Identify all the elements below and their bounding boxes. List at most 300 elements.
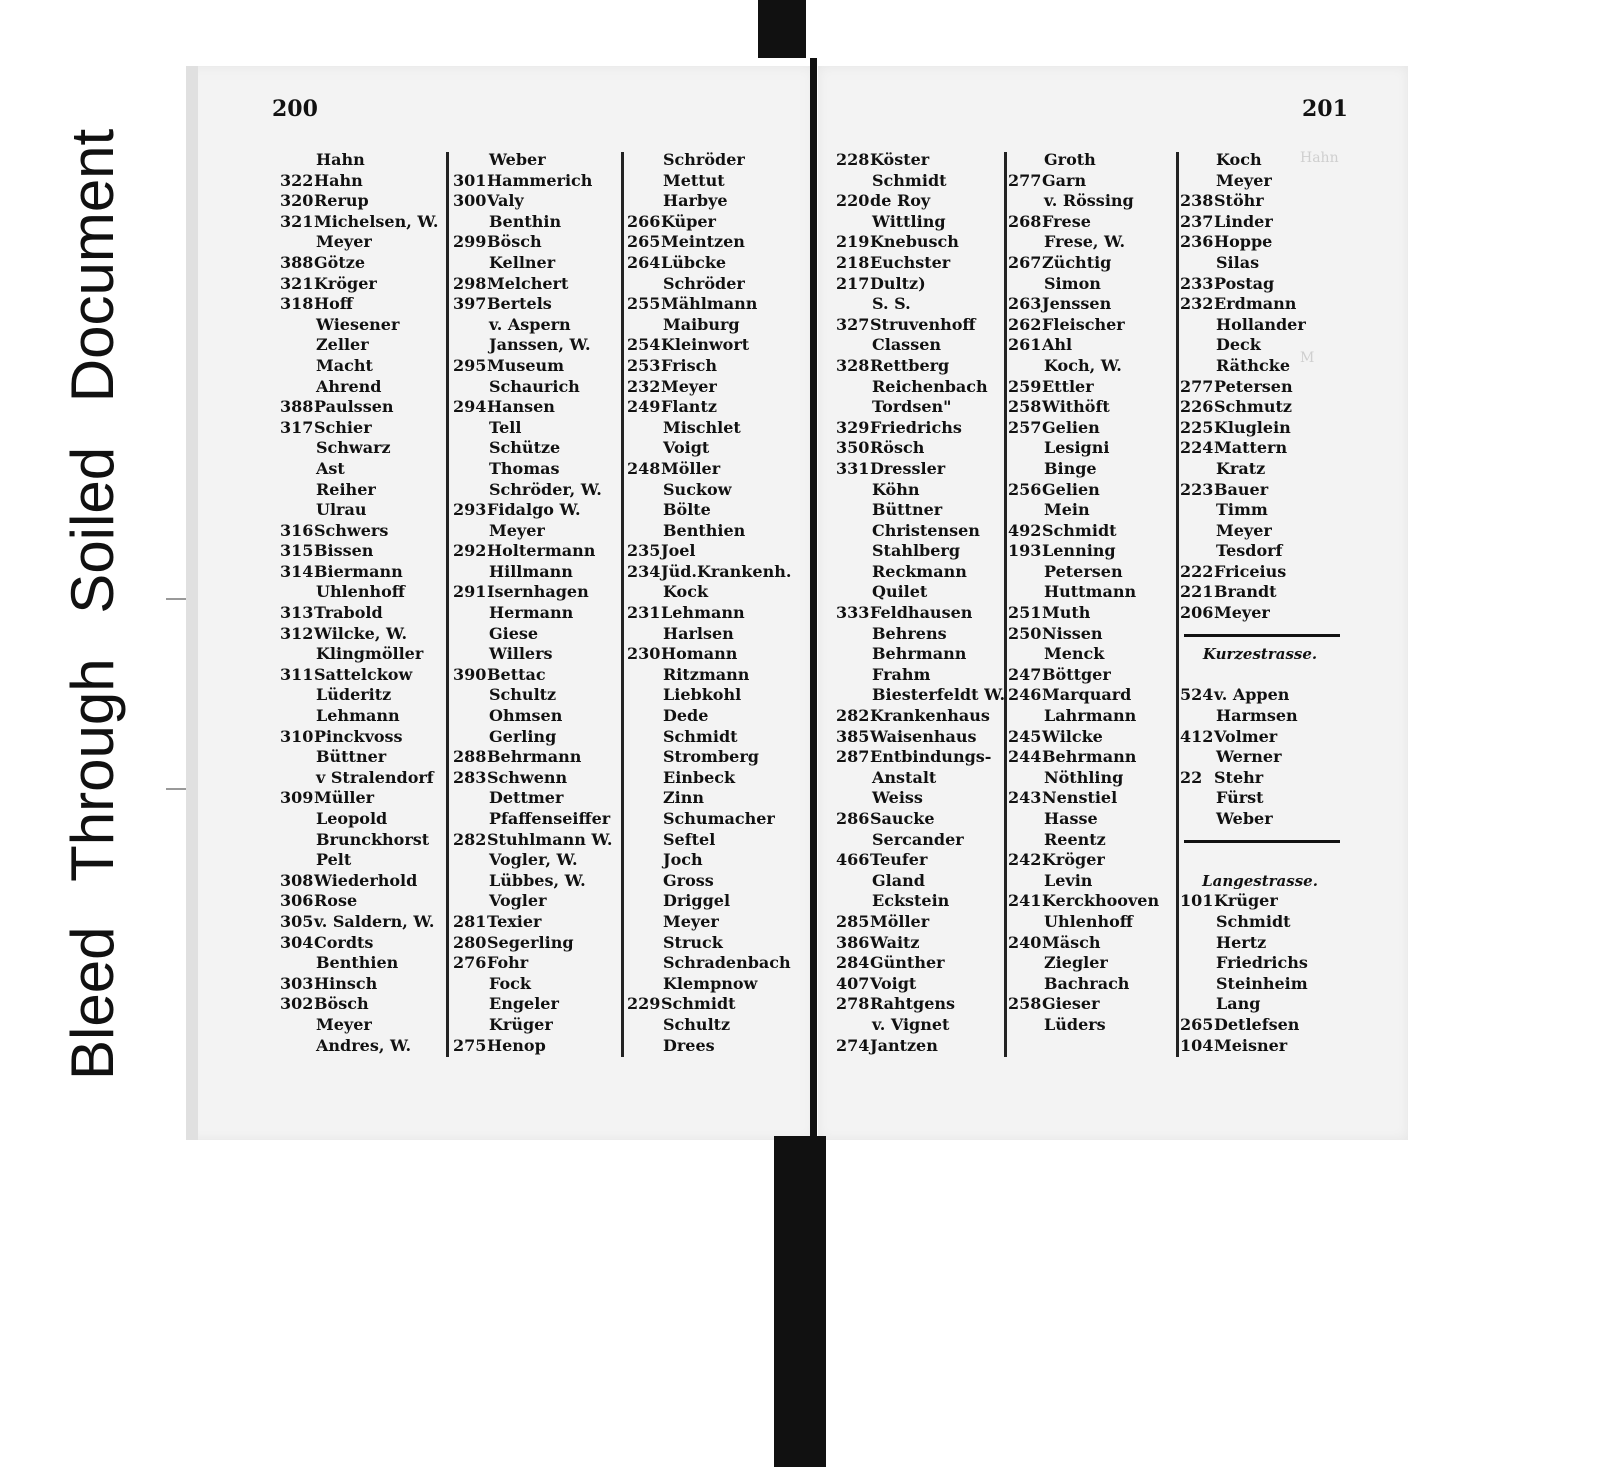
house-number: 291: [453, 582, 487, 602]
house-number: 250: [1008, 623, 1042, 643]
directory-entry: [1008, 1015, 1173, 1036]
house-number: 310: [280, 726, 314, 746]
directory-entry: [280, 768, 445, 789]
resident-name: Hansen: [487, 397, 555, 417]
resident-name: Meyer: [1216, 520, 1272, 540]
resident-name: Lehmann: [316, 706, 400, 726]
resident-name: Friedrichs: [870, 417, 962, 437]
resident-name: Sattelckow: [314, 664, 413, 684]
resident-name: Meyer: [489, 520, 545, 540]
directory-entry: [1180, 191, 1340, 212]
resident-name: Krankenhaus: [870, 706, 990, 726]
directory-entry: [280, 500, 445, 521]
directory-entry: [627, 232, 792, 253]
directory-entry: [280, 582, 445, 603]
resident-name: Michelsen, W.: [314, 211, 439, 231]
house-number: 316: [280, 520, 314, 540]
house-number: 254: [627, 335, 661, 355]
resident-name: Wiesener: [316, 314, 400, 334]
resident-name: Knebusch: [870, 232, 959, 252]
directory-entry: [1180, 1036, 1340, 1057]
resident-name: Muth: [1042, 603, 1091, 623]
resident-name: Vogler: [489, 891, 547, 911]
resident-name: Menck: [1044, 644, 1105, 664]
resident-name: Waisenhaus: [870, 726, 977, 746]
resident-name: Bettac: [487, 664, 546, 684]
directory-entry: [836, 974, 1001, 995]
resident-name: Schröder, W.: [489, 479, 602, 499]
resident-name: Küper: [661, 211, 716, 231]
directory-entry: [1180, 459, 1340, 480]
directory-entry: [280, 232, 445, 253]
resident-name: Driggel: [663, 891, 731, 911]
resident-name: Rösch: [870, 438, 925, 458]
resident-name: Fürst: [1216, 788, 1264, 808]
resident-name: Kröger: [314, 273, 377, 293]
directory-entry: [280, 871, 445, 892]
resident-name: Köster: [870, 150, 930, 169]
resident-name: Frisch: [661, 355, 717, 375]
house-number: 266: [627, 211, 661, 231]
resident-name: Schradenbach: [663, 953, 791, 973]
resident-name: Harlsen: [663, 623, 734, 643]
house-number: 224: [1180, 438, 1214, 458]
house-number: 278: [836, 994, 870, 1014]
directory-entry: [453, 912, 618, 933]
resident-name: Behrmann: [872, 644, 967, 664]
directory-entry: [627, 335, 792, 356]
directory-entry: [453, 768, 618, 789]
directory-entry: [1180, 171, 1340, 192]
resident-name: Joel: [661, 541, 696, 561]
directory-entry: [627, 150, 792, 171]
house-number: 283: [453, 767, 487, 787]
directory-entry: [1008, 933, 1173, 954]
resident-name: Benthien: [316, 953, 399, 973]
resident-name: Quilet: [872, 582, 928, 602]
directory-entry: [453, 850, 618, 871]
directory-entry: [1180, 727, 1340, 748]
resident-name: Meyer: [663, 911, 719, 931]
directory-entry: [453, 974, 618, 995]
house-number: 313: [280, 603, 314, 623]
resident-name: Volmer: [1214, 726, 1278, 746]
directory-entry: [627, 582, 792, 603]
house-number: 315: [280, 541, 314, 561]
house-number: 321: [280, 211, 314, 231]
resident-name: Tesdorf: [1216, 541, 1283, 561]
resident-name: Frahm: [872, 664, 931, 684]
directory-entry: [1180, 562, 1340, 583]
resident-name: Dressler: [870, 458, 946, 478]
house-number: 466: [836, 850, 870, 870]
directory-entry: [1008, 994, 1173, 1015]
resident-name: Groth: [1044, 150, 1096, 169]
resident-name: Jüd.Krankenh.: [661, 561, 792, 581]
resident-name: Möller: [661, 458, 721, 478]
resident-name: Schmidt: [1042, 520, 1117, 540]
house-number: 258: [1008, 994, 1042, 1014]
house-number: 236: [1180, 232, 1214, 252]
house-number: 327: [836, 314, 870, 334]
directory-entry: [453, 438, 618, 459]
resident-name: Seftel: [663, 829, 716, 849]
directory-entry: [836, 480, 1001, 501]
resident-name: Macht: [316, 355, 373, 375]
resident-name: Stöhr: [1214, 191, 1264, 211]
directory-entry: [836, 418, 1001, 439]
house-number: 277: [1008, 170, 1042, 190]
house-number: 251: [1008, 603, 1042, 623]
resident-name: Pinckvoss: [314, 726, 403, 746]
resident-name: Uhlenhoff: [316, 582, 405, 602]
resident-name: Withöft: [1042, 397, 1110, 417]
resident-name: Maiburg: [663, 314, 740, 334]
house-number: 248: [627, 458, 661, 478]
directory-entry: [453, 191, 618, 212]
house-number: 388: [280, 252, 314, 272]
resident-name: Garn: [1042, 170, 1087, 190]
address-column-4: [836, 150, 1006, 1056]
resident-name: Teufer: [870, 850, 928, 870]
section-rule: [1180, 624, 1340, 645]
resident-name: Petersen: [1214, 376, 1293, 396]
house-number: 228: [836, 150, 870, 169]
resident-name: Binge: [1044, 458, 1097, 478]
directory-entry: [836, 500, 1001, 521]
directory-entry: [627, 974, 792, 995]
directory-entry: [836, 994, 1001, 1015]
house-number: 265: [1180, 1014, 1214, 1034]
house-number: 385: [836, 726, 870, 746]
house-number: 247: [1008, 664, 1042, 684]
resident-name: Wiederhold: [314, 870, 418, 890]
directory-entry: [627, 191, 792, 212]
house-number: 242: [1008, 850, 1042, 870]
resident-name: Koch, W.: [1044, 355, 1122, 375]
house-number: 219: [836, 232, 870, 252]
directory-entry: [280, 644, 445, 665]
resident-name: Rerup: [314, 191, 369, 211]
resident-name: Zeller: [316, 335, 369, 355]
directory-entry: [280, 706, 445, 727]
resident-name: Harbye: [663, 191, 728, 211]
directory-entry: [1180, 356, 1340, 377]
resident-name: Frese: [1042, 211, 1091, 231]
directory-entry: [453, 994, 618, 1015]
resident-name: Fock: [489, 973, 531, 993]
resident-name: Günther: [870, 953, 945, 973]
resident-name: Meisner: [1214, 1035, 1288, 1055]
label-word-4: Document: [59, 128, 126, 403]
directory-entry: [627, 891, 792, 912]
directory-entry: [453, 830, 618, 851]
resident-name: Bertels: [487, 294, 552, 314]
directory-entry: [627, 871, 792, 892]
resident-name: Bachrach: [1044, 973, 1130, 993]
resident-name: Friedrichs: [1216, 953, 1308, 973]
house-number: 292: [453, 541, 487, 561]
house-number: 258: [1008, 397, 1042, 417]
address-column-3: [627, 150, 792, 1056]
resident-name: Klempnow: [663, 973, 758, 993]
resident-name: Stromberg: [663, 747, 759, 767]
directory-entry: [627, 994, 792, 1015]
directory-entry: [280, 685, 445, 706]
directory-entry: [453, 253, 618, 274]
resident-name: Homann: [661, 644, 738, 664]
directory-entry: [280, 974, 445, 995]
house-number: 246: [1008, 685, 1042, 705]
resident-name: Jenssen: [1042, 294, 1112, 314]
house-number: 390: [453, 664, 487, 684]
directory-entry: [1180, 480, 1340, 501]
column-divider: [1004, 152, 1007, 1057]
resident-name: Schaurich: [489, 376, 580, 396]
resident-name: Lesigni: [1044, 438, 1110, 458]
directory-entry: [453, 747, 618, 768]
resident-name: Voigt: [663, 438, 710, 458]
directory-entry: [1008, 253, 1173, 274]
resident-name: Werner: [1216, 747, 1282, 767]
resident-name: Meyer: [1216, 170, 1272, 190]
directory-entry: [453, 891, 618, 912]
resident-name: Silas: [1216, 252, 1260, 272]
house-number: 299: [453, 232, 487, 252]
resident-name: Schultz: [663, 1014, 731, 1034]
resident-name: Biermann: [314, 561, 403, 581]
resident-name: Fohr: [487, 953, 529, 973]
house-number: 328: [836, 355, 870, 375]
directory-entry: [1008, 418, 1173, 439]
directory-entry: [453, 1015, 618, 1036]
directory-entry: [836, 212, 1001, 233]
resident-name: Friceius: [1214, 561, 1287, 581]
directory-entry: [836, 253, 1001, 274]
directory-entry: [1008, 891, 1173, 912]
directory-entry: [453, 1036, 618, 1057]
directory-entry: [453, 315, 618, 336]
directory-entry: [1180, 994, 1340, 1015]
house-number: 492: [1008, 520, 1042, 540]
house-number: 237: [1180, 211, 1214, 231]
directory-entry: [1008, 212, 1173, 233]
resident-name: Biesterfeldt W.: [872, 685, 1006, 705]
resident-name: Tell: [489, 417, 522, 437]
directory-entry: [280, 562, 445, 583]
directory-entry: [836, 562, 1001, 583]
resident-name: Janssen, W.: [489, 335, 591, 355]
resident-name: Marquard: [1042, 685, 1132, 705]
directory-entry: [1180, 912, 1340, 933]
directory-entry: [453, 212, 618, 233]
directory-entry: [627, 644, 792, 665]
house-number: 298: [453, 273, 487, 293]
house-number: 303: [280, 973, 314, 993]
resident-name: Rose: [314, 891, 358, 911]
resident-name: Behrmann: [1042, 747, 1137, 767]
house-number: 407: [836, 973, 870, 993]
directory-entry: [1180, 232, 1340, 253]
directory-entry: [836, 232, 1001, 253]
resident-name: Brandt: [1214, 582, 1277, 602]
directory-entry: [836, 521, 1001, 542]
resident-name: Henop: [487, 1035, 546, 1055]
resident-name: Rahtgens: [870, 994, 956, 1014]
resident-name: Frese, W.: [1044, 232, 1126, 252]
resident-name: Detlefsen: [1214, 1014, 1300, 1034]
resident-name: Entbindungs-: [870, 747, 992, 767]
directory-entry: [627, 1036, 792, 1057]
house-number: 333: [836, 603, 870, 623]
resident-name: Köhn: [872, 479, 920, 499]
directory-entry: [453, 459, 618, 480]
resident-name: Einbeck: [663, 767, 736, 787]
directory-entry: [1180, 150, 1340, 171]
directory-entry: [1008, 871, 1173, 892]
house-number: 262: [1008, 314, 1042, 334]
directory-entry: [280, 624, 445, 645]
resident-name: Ahrend: [316, 376, 382, 396]
resident-name: Koch: [1216, 150, 1262, 169]
address-column-6: [1180, 150, 1340, 1056]
resident-name: Dultz): [870, 273, 926, 293]
resident-name: Postag: [1214, 273, 1275, 293]
resident-name: Uhlenhoff: [1044, 911, 1133, 931]
resident-name: Fidalgo W.: [487, 500, 581, 520]
directory-entry: [280, 850, 445, 871]
directory-entry: [453, 685, 618, 706]
resident-name: Harmsen: [1216, 706, 1298, 726]
resident-name: Lüderitz: [316, 685, 392, 705]
resident-name: Schwers: [314, 520, 389, 540]
house-number: 256: [1008, 479, 1042, 499]
house-number: 306: [280, 891, 314, 911]
resident-name: Fleischer: [1042, 314, 1125, 334]
resident-name: Jantzen: [870, 1035, 938, 1055]
directory-entry: [280, 191, 445, 212]
house-number: 312: [280, 623, 314, 643]
resident-name: Valy: [487, 191, 524, 211]
directory-entry: [1008, 541, 1173, 562]
directory-entry: [627, 1015, 792, 1036]
directory-entry: [1008, 706, 1173, 727]
directory-entry: [1180, 438, 1340, 459]
house-number: 300: [453, 191, 487, 211]
resident-name: Texier: [487, 911, 542, 931]
directory-entry: [280, 150, 445, 171]
directory-entry: [1008, 624, 1173, 645]
directory-entry: [836, 912, 1001, 933]
house-number: 229: [627, 994, 661, 1014]
bleed-through-text: Hahn: [1300, 150, 1339, 166]
directory-entry: [627, 397, 792, 418]
resident-name: Bauer: [1214, 479, 1269, 499]
house-number: 230: [627, 644, 661, 664]
directory-entry: [1180, 603, 1340, 624]
directory-entry: [280, 253, 445, 274]
resident-name: v. Saldern, W.: [314, 911, 435, 931]
house-number: 223: [1180, 479, 1214, 499]
resident-name: Bissen: [314, 541, 374, 561]
resident-name: Feldhausen: [870, 603, 973, 623]
directory-entry: [453, 933, 618, 954]
directory-entry: [453, 232, 618, 253]
directory-entry: [836, 1015, 1001, 1036]
directory-entry: [280, 788, 445, 809]
resident-name: Schröder: [663, 150, 745, 169]
resident-name: v Stralendorf: [316, 767, 434, 787]
directory-entry: [280, 171, 445, 192]
directory-entry: [1008, 232, 1173, 253]
directory-entry: [1180, 274, 1340, 295]
resident-name: Schultz: [489, 685, 557, 705]
directory-entry: [1180, 212, 1340, 233]
resident-name: Segerling: [487, 932, 574, 952]
resident-name: Hermann: [489, 603, 574, 623]
book-spine: [810, 58, 817, 1140]
directory-entry: [280, 953, 445, 974]
directory-entry: [280, 830, 445, 851]
directory-entry: [1008, 788, 1173, 809]
column-divider: [446, 152, 449, 1057]
directory-entry: [1180, 706, 1340, 727]
resident-name: S. S.: [872, 294, 911, 314]
house-number: 231: [627, 603, 661, 623]
resident-name: Schröder: [663, 273, 745, 293]
directory-entry: [627, 685, 792, 706]
resident-name: Schmutz: [1214, 397, 1292, 417]
house-number: 221: [1180, 582, 1214, 602]
directory-entry: [280, 212, 445, 233]
directory-entry: [280, 891, 445, 912]
house-number: 261: [1008, 335, 1042, 355]
resident-name: Bösch: [487, 232, 542, 252]
house-number: 274: [836, 1035, 870, 1055]
resident-name: Schmidt: [663, 726, 738, 746]
resident-name: Waitz: [870, 932, 920, 952]
directory-entry: [627, 171, 792, 192]
directory-entry: [836, 377, 1001, 398]
resident-name: Steinheim: [1216, 973, 1308, 993]
resident-name: Brunckhorst: [316, 829, 430, 849]
directory-entry: [453, 706, 618, 727]
directory-entry: [836, 768, 1001, 789]
directory-entry: [836, 624, 1001, 645]
directory-entry: [1180, 665, 1340, 686]
directory-entry: [836, 685, 1006, 706]
resident-name: Reichenbach: [872, 376, 988, 396]
resident-name: Lüders: [1044, 1014, 1106, 1034]
house-number: 240: [1008, 932, 1042, 952]
resident-name: Nenstiel: [1042, 788, 1118, 808]
resident-name: Wilcke: [1042, 726, 1103, 746]
directory-entry: [1008, 521, 1173, 542]
resident-name: Suckow: [663, 479, 732, 499]
resident-name: Ohmsen: [489, 706, 563, 726]
resident-name: v. Aspern: [489, 314, 571, 334]
house-number: 225: [1180, 417, 1214, 437]
directory-entry: [627, 624, 792, 645]
resident-name: Anstalt: [872, 767, 937, 787]
directory-entry: [453, 871, 618, 892]
directory-entry: [1008, 335, 1173, 356]
directory-entry: [627, 521, 792, 542]
directory-entry: [836, 747, 1001, 768]
house-number: 412: [1180, 726, 1214, 746]
resident-name: Ast: [316, 458, 345, 478]
directory-entry: [453, 274, 618, 295]
